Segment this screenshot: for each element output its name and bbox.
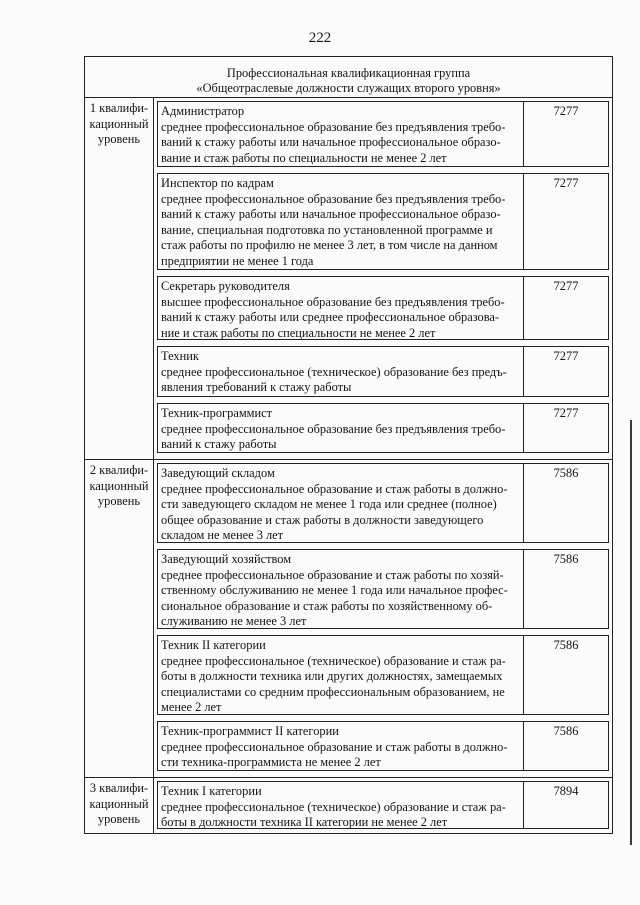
position-title: Администратор xyxy=(161,104,245,118)
position-row xyxy=(157,463,609,543)
position-row xyxy=(157,781,609,829)
position-text xyxy=(158,550,523,628)
position-text xyxy=(158,404,523,452)
position-salary: 7277 xyxy=(523,277,608,339)
position-row xyxy=(157,101,609,167)
qualification-table xyxy=(84,56,613,834)
position-salary: 7277 xyxy=(523,404,608,452)
level-label: 1 квалифи- кационный уровень xyxy=(85,98,154,459)
position-text xyxy=(158,277,523,339)
position-text xyxy=(158,464,523,542)
position-salary: 7277 xyxy=(523,347,608,396)
position-requirements: среднее профессиональное (техническое) образование без предъ- явления требований к стажу работы xyxy=(161,364,507,395)
position-title: Техник-программист II категории xyxy=(161,724,339,738)
position-requirements: среднее профессиональное образование без предъявления требо- ваний к стажу работы xyxy=(161,421,506,452)
position-requirements: среднее профессиональное образование и стаж работы в должно- сти заведующего складом не менее 1 года или среднее (полное) общее образование и стаж работы в должности заведующего складом не менее 3 лет xyxy=(161,481,508,543)
position-requirements: среднее профессиональное образование без предъявления требо- ваний к стажу работы или начальное профессиональное образо- вание, специальная подготовка по установленной программе и стаж работы по профилю не менее 3 лет, в том числе на данном предприятии не менее 1 года xyxy=(161,191,506,268)
position-text xyxy=(158,347,523,396)
position-salary: 7277 xyxy=(523,174,608,269)
group-title-line1: Профессиональная квалификационная группа xyxy=(226,66,471,80)
level-positions xyxy=(154,778,612,833)
position-title: Инспектор по кадрам xyxy=(161,176,274,190)
scan-edge-line xyxy=(630,420,632,845)
position-title: Техник II категории xyxy=(161,638,266,652)
position-title: Техник xyxy=(161,349,199,363)
position-salary: 7586 xyxy=(523,722,608,770)
position-row xyxy=(157,549,609,629)
page-number: 222 xyxy=(308,30,332,46)
position-text xyxy=(158,782,523,828)
group-title-line2: «Общеотраслевые должности служащих второго уровня» xyxy=(196,80,501,95)
group-header xyxy=(85,57,612,98)
position-title: Техник-программист xyxy=(161,406,273,420)
position-salary: 7586 xyxy=(523,636,608,714)
level-label: 3 квалифи- кационный уровень xyxy=(85,778,154,833)
position-row xyxy=(157,276,609,340)
position-requirements: среднее профессиональное образование и стаж работы в должно- сти техника-программиста не менее 2 лет xyxy=(161,739,508,770)
position-row xyxy=(157,173,609,270)
position-title: Заведующий хозяйством xyxy=(161,552,292,566)
position-requirements: среднее профессиональное (техническое) образование и стаж ра- боты в должности техника или других должностях, замещаемых специалистами со средним профессиональным образованием, не менее 2 лет xyxy=(161,653,506,715)
position-salary: 7894 xyxy=(523,782,608,828)
qualification-level-1 xyxy=(85,98,612,460)
position-row xyxy=(157,346,609,397)
position-row xyxy=(157,721,609,771)
position-requirements: среднее профессиональное (техническое) образование и стаж ра- боты в должности техника II категории не менее 2 лет xyxy=(161,799,506,830)
position-requirements: среднее профессиональное образование и стаж работы по хозяй- ственному обслуживанию не менее 1 года или начальное профес- сиональное образование и стаж работы по хозяйственному об- служиванию не менее 3 лет xyxy=(161,567,508,629)
position-text xyxy=(158,636,523,714)
position-requirements: высшее профессиональное образование без предъявления требо- ваний к стажу работы или среднее профессиональное образова- ние и стаж работы по специальности не менее 2 лет xyxy=(161,294,505,340)
position-title: Техник I категории xyxy=(161,784,262,798)
qualification-level-3 xyxy=(85,778,612,833)
level-positions xyxy=(154,98,612,459)
position-title: Секретарь руководителя xyxy=(161,279,290,293)
position-salary: 7586 xyxy=(523,464,608,542)
level-positions xyxy=(154,460,612,777)
position-row xyxy=(157,403,609,453)
position-salary: 7277 xyxy=(523,102,608,166)
position-row xyxy=(157,635,609,715)
position-requirements: среднее профессиональное образование без предъявления требо- ваний к стажу работы или начальное профессиональное образо- вание и стаж работы по специальности не менее 2 лет xyxy=(161,119,506,165)
level-label: 2 квалифи- кационный уровень xyxy=(85,460,154,777)
qualification-level-2 xyxy=(85,460,612,778)
position-text xyxy=(158,722,523,770)
position-salary: 7586 xyxy=(523,550,608,628)
position-title: Заведующий складом xyxy=(161,466,275,480)
position-text xyxy=(158,174,523,269)
position-text xyxy=(158,102,523,166)
